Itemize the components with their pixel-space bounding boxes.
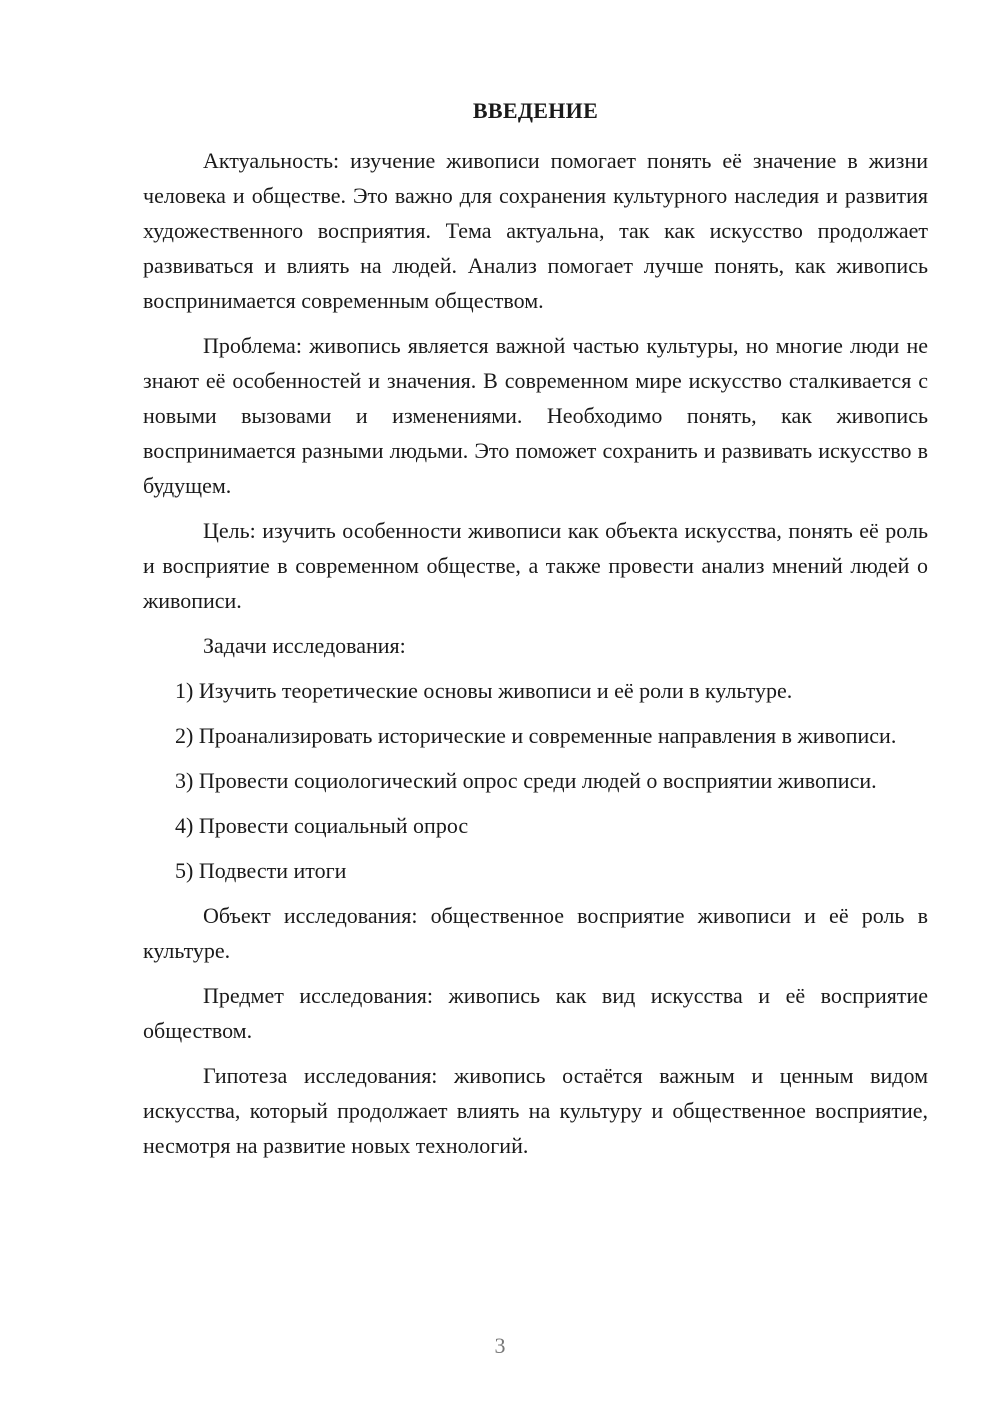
tasks-list (143, 673, 928, 888)
subject-paragraph: Предмет исследования: живопись как вид искусства и её восприятие обществом. (143, 983, 928, 1043)
hypothesis-paragraph: Гипотеза исследования: живопись остаётся важным и ценным видом искусства, который продолжает влиять на культуру и общественное восприятие, несмотря на развитие новых технологий. (143, 1063, 928, 1158)
task-item-1: 1) Изучить теоретические основы живописи и её роли в культуре. (175, 678, 793, 703)
relevance-paragraph: Актуальность: изучение живописи помогает понять её значение в жизни человека и обществе. Это важно для сохранения культурного наследия и развития художественного восприятия. Тема актуальна, так как искусство продолжает развиваться и влиять на людей. Анализ помогает лучше понять, как живопись воспринимается современным обществом. (143, 148, 928, 313)
problem-paragraph: Проблема: живопись является важной частью культуры, но многие люди не знают её особенностей и значения. В современном мире искусство сталкивается с новыми вызовами и изменениями. Необходимо понять, как живопись воспринимается разными людьми. Это поможет сохранить и развивать искусство в будущем. (143, 333, 928, 498)
task-item-2: 2) Проанализировать исторические и современные направления в живописи. (175, 723, 897, 748)
tasks-heading: Задачи исследования: (203, 633, 406, 658)
task-item-3: 3) Провести социологический опрос среди людей о восприятии живописи. (175, 768, 877, 793)
page-title: ВВЕДЕНИЕ (472, 98, 599, 123)
task-item-4: 4) Провести социальный опрос (175, 813, 469, 838)
object-paragraph: Объект исследования: общественное восприятие живописи и её роль в культуре. (143, 903, 928, 963)
page-number: 3 (494, 1333, 506, 1358)
document-page (143, 96, 928, 1173)
task-item-5: 5) Подвести итоги (175, 858, 347, 883)
goal-paragraph: Цель: изучить особенности живописи как объекта искусства, понять её роль и восприятие в современном обществе, а также провести анализ мнений людей о живописи. (143, 518, 928, 613)
